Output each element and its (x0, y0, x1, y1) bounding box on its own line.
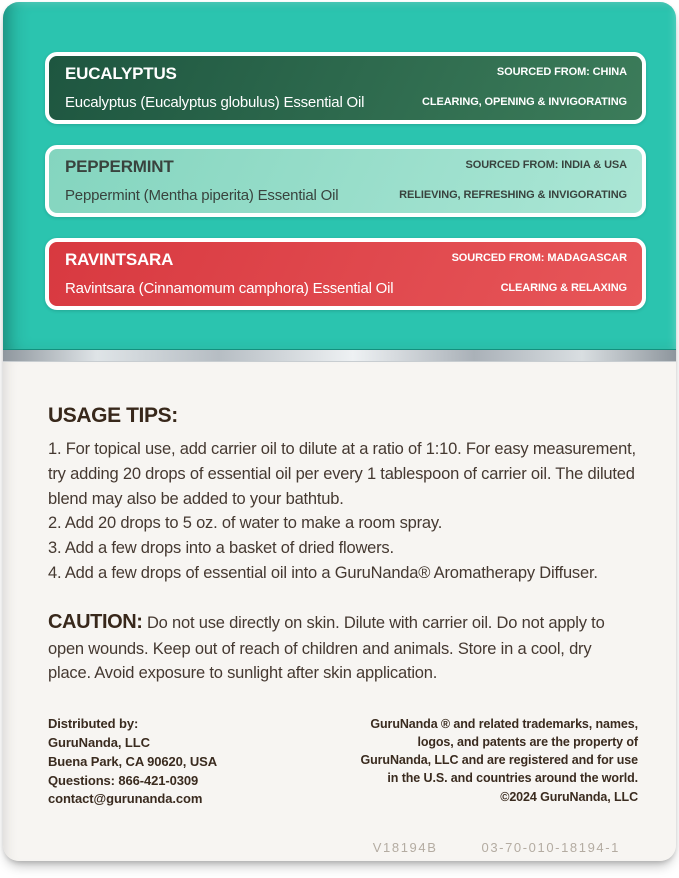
oil-card-ravintsara (45, 238, 646, 310)
oil-card-left-column (65, 250, 393, 297)
usage-tip-4: 4. Add a few drops of essential oil into a GuruNanda® Aromatherapy Diffuser. (48, 563, 598, 582)
distributor-email: contact@gurunanda.com (48, 791, 203, 807)
oil-card-right-column (399, 157, 627, 204)
caution-heading: CAUTION: (48, 610, 143, 633)
copyright-line: ©2024 GuruNanda, LLC (500, 789, 638, 804)
legal-line: logos, and patents are the property of (417, 735, 638, 750)
usage-tip-3: 3. Add a few drops into a basket of dried flowers. (48, 539, 394, 557)
oil-benefits: RELIEVING, REFRESHING & INVIGORATING (399, 189, 627, 201)
oil-name: PEPPERMINT (65, 157, 174, 176)
oil-source: SOURCED FROM: CHINA (496, 66, 627, 78)
oil-botanical-name: Ravintsara (Cinnamomum camphora) Essential Oil (65, 280, 394, 297)
usage-tips-heading: USAGE TIPS: (48, 404, 178, 427)
usage-tip-1: 1. For topical use, add carrier oil to dilute at a ratio of 1:10. For easy measurement, try adding 20 drops of essential oil per every 1 tablespoon of carrier oil. The diluted blend may also be added to your bathtub. (48, 440, 636, 508)
oil-benefits: CLEARING & RELAXING (500, 282, 627, 294)
legal-line: GuruNanda ® and related trademarks, names, (370, 717, 638, 731)
oil-benefits: CLEARING, OPENING & INVIGORATING (422, 96, 627, 108)
distributor-line: Questions: 866-421-0309 (48, 772, 199, 788)
distributor-info (48, 715, 217, 809)
product-box-back-panel (3, 2, 676, 861)
legal-line: GuruNanda, LLC and are registered and for use (360, 753, 638, 768)
distributor-line: Distributed by: (48, 716, 139, 731)
oil-name: RAVINTSARA (65, 250, 174, 269)
oil-card-peppermint (45, 145, 646, 217)
oil-botanical-name: Peppermint (Mentha piperita) Essential Oil (65, 187, 339, 204)
oil-card-left-column (65, 157, 338, 204)
distributor-line: Buena Park, CA 90620, USA (48, 753, 217, 769)
footer-row (48, 715, 638, 809)
oil-botanical-name: Eucalyptus (Eucalyptus globulus) Essential Oil (65, 94, 365, 111)
legal-line: in the U.S. and countries around the world. (387, 771, 638, 786)
metallic-divider (3, 349, 676, 362)
product-code: 03-70-010-18194-1 (481, 840, 620, 856)
oil-card-right-column (422, 64, 627, 111)
usage-tip-2: 2. Add 20 drops to 5 oz. of water to make a room spray. (48, 514, 443, 533)
oil-name: EUCALYPTUS (65, 64, 177, 83)
caution-text: Do not use directly on skin. Dilute with carrier oil. Do not apply to open wounds. Keep out of reach of children and animals. Store in a cool, dry place. Avoid exposure to sunlight after skin application. (48, 613, 605, 683)
codes-row (48, 840, 638, 855)
oil-source: SOURCED FROM: INDIA & USA (465, 159, 627, 171)
legal-info (360, 715, 638, 809)
oil-source: SOURCED FROM: MADAGASCAR (451, 252, 627, 264)
oil-card-eucalyptus (45, 52, 646, 124)
info-section (3, 362, 676, 861)
version-code: V18194B (372, 840, 438, 856)
distributor-line: GuruNanda, LLC (48, 734, 150, 750)
oil-card-left-column (65, 64, 364, 111)
caution-paragraph (48, 607, 638, 687)
oils-summary-section (3, 2, 676, 349)
oil-card-right-column (452, 250, 627, 297)
